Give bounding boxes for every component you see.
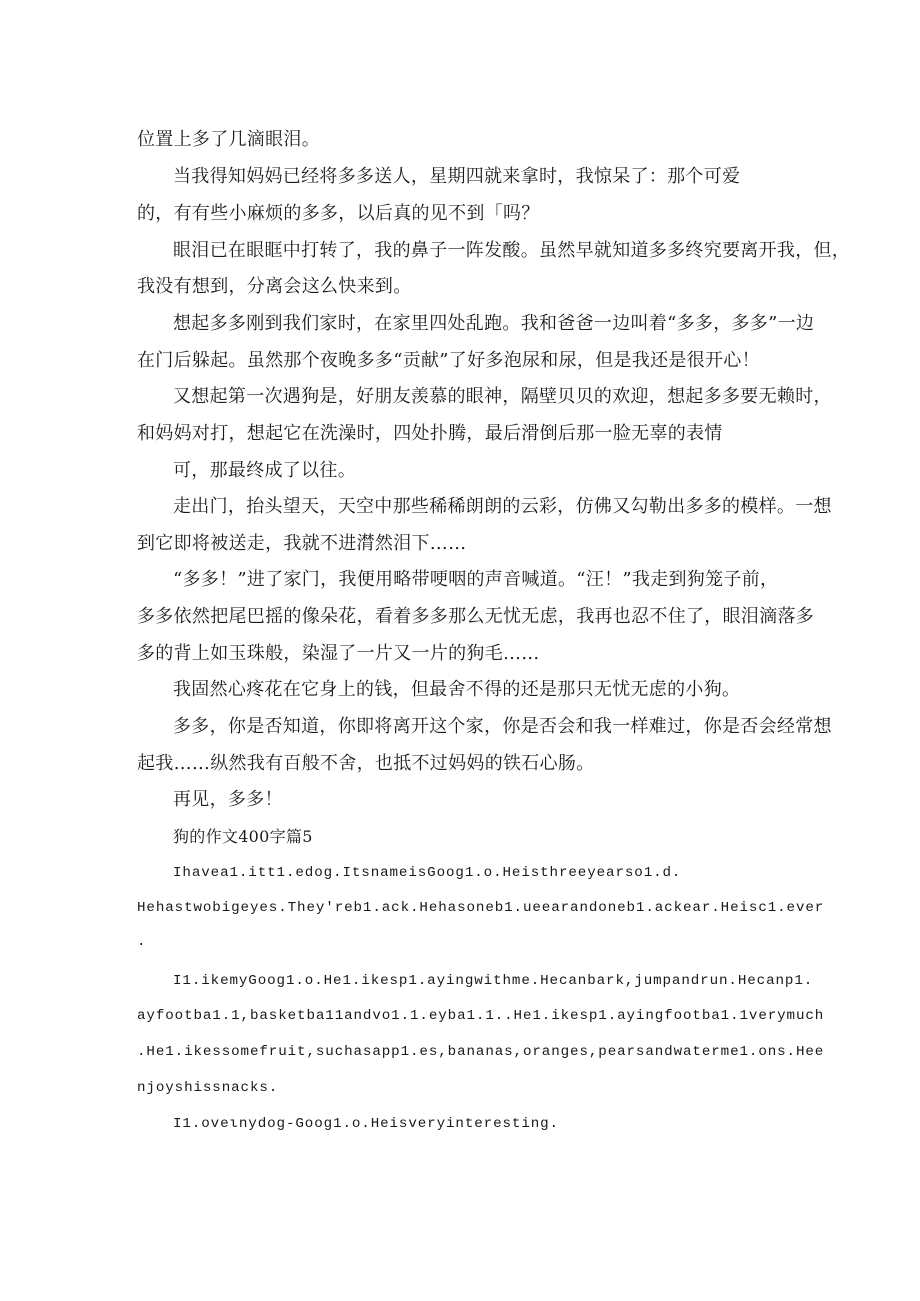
text-line: 多多，你是否知道，你即将离开这个家，你是否会和我一样难过，你是否会经常想 (173, 716, 832, 737)
text-line: 走出门，抬头望天，天空中那些稀稀朗朗的云彩，仿佛又勾勒出多多的模样。一想 (173, 496, 832, 517)
text-line: 当我得知妈妈已经将多多送人，星期四就来拿时，我惊呆了：那个可爱 (173, 166, 741, 187)
english-text-line: . (137, 934, 147, 950)
text-line: 位置上多了几滴眼泪。 (137, 129, 320, 150)
english-text-line: njoyshissnacks. (137, 1080, 279, 1096)
text-line: 在门后躲起。虽然那个夜晚多多“贡献”了好多泡尿和尿，但是我还是很开心！ (137, 350, 760, 371)
text-line: 又想起第一次遇狗是，好朋友羡慕的眼神，隔壁贝贝的欢迎，想起多多要无赖时， (173, 386, 832, 407)
text-line: 我没有想到，分离会这么快来到。 (137, 276, 412, 297)
english-text-line: I1.oveιnydog-Goog1.o.Heisveryinteresting. (173, 1116, 559, 1132)
english-text-line: I1.ikemyGoog1.o.He1.ikesp1.ayingwithme.Hecanbark,jumpandrun.Hecanp1. (173, 973, 814, 989)
section-heading: 狗的作文400字篇5 (173, 827, 313, 846)
text-line: 眼泪已在眼眶中打转了，我的鼻子一阵发酸。虽然早就知道多多终究要离开我，但， (173, 240, 851, 261)
english-text-line: .He1.ikessomefruit,suchasapp1.es,bananas,oranges,pearsandwaterme1.ons.Hee (137, 1044, 825, 1060)
text-line: 再见，多多！ (173, 789, 283, 810)
text-line: 我固然心疼花在它身上的钱，但最舍不得的还是那只无忧无虑的小狗。 (173, 679, 741, 700)
text-line: 多多依然把尾巴摇的像朵花，看着多多那么无忧无虑，我再也忍不住了，眼泪滴落多 (137, 606, 815, 627)
text-line: 起我……纵然我有百般不舍，也抵不过妈妈的铁石心肠。 (137, 753, 595, 774)
text-line: 想起多多刚到我们家时，在家里四处乱跑。我和爸爸一边叫着“多多，多多”一边 (173, 313, 815, 334)
text-line: “多多！”进了家门，我便用略带哽咽的声音喊道。“汪！”我走到狗笼子前， (173, 569, 779, 590)
english-text-line: Ihavea1.itt1.edog.ItsnameisGoog1.o.Heisthreeyearso1.d. (173, 865, 682, 881)
text-line: 可，那最终成了以往。 (173, 460, 356, 481)
text-line: 和妈妈对打，想起它在洗澡时，四处扑腾，最后滑倒后那一脸无辜的表情 (137, 423, 723, 444)
english-text-line: Hehastwobigeyes.They'reb1.ack.Hehasoneb1.ueearandoneb1.ackear.Heisc1.ever (137, 900, 825, 916)
text-line: 多的背上如玉珠般，染湿了一片又一片的狗毛…… (137, 643, 540, 664)
text-line: 的，有有些小麻烦的多多，以后真的见不到「吗？ (137, 203, 540, 224)
text-line: 到它即将被送走，我就不进潸然泪下…… (137, 533, 467, 554)
english-text-line: ayfootba1.1,basketba11andvo1.1.eyba1.1..He1.ikesp1.ayingfootba1.1verymuch (137, 1008, 825, 1024)
